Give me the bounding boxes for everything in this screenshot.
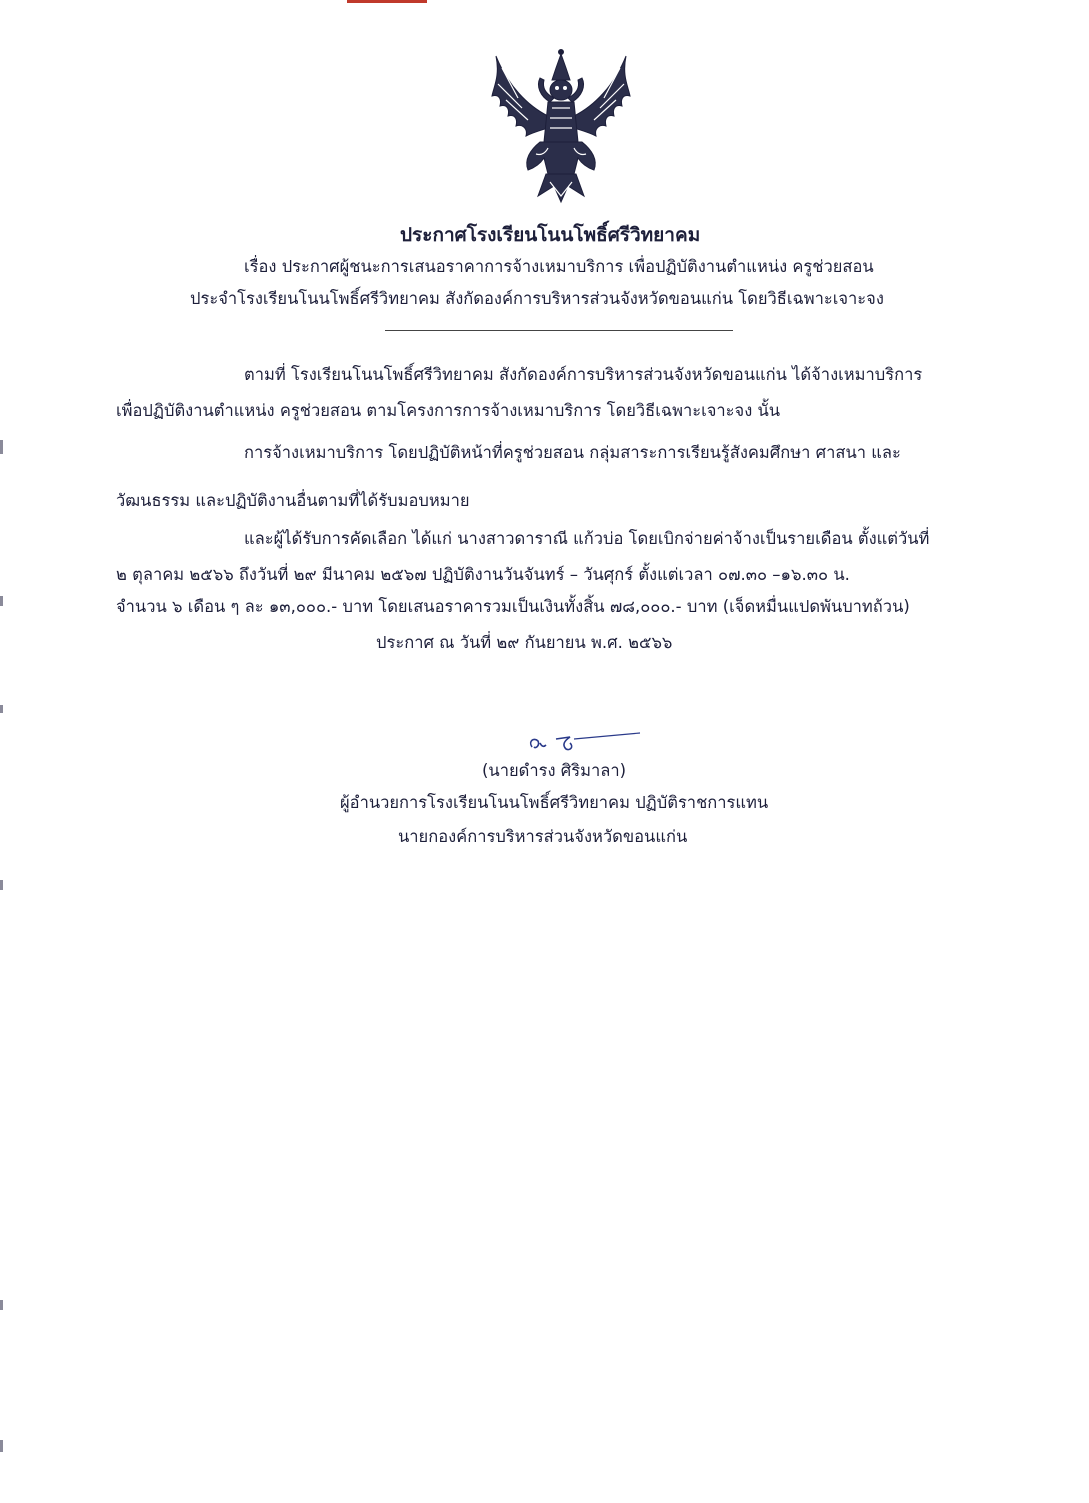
paragraph-1-line-2: เพื่อปฏิบัติงานตำแหน่ง ครูช่วยสอน ตามโครงการการจ้างเหมาบริการ โดยวิธีเฉพาะเจาะจง นั้น — [116, 401, 781, 420]
paragraph-2-line-1: การจ้างเหมาบริการ โดยปฏิบัติหน้าที่ครูช่วยสอน กลุ่มสาระการเรียนรู้สังคมศึกษา ศาสนา และ — [244, 443, 901, 462]
subject-line-2: ประจำโรงเรียนโนนโพธิ์ศรีวิทยาคม สังกัดองค์การบริหารส่วนจังหวัดขอนแก่น โดยวิธีเฉพาะเจาะจง — [190, 289, 884, 308]
announcement-title: ประกาศโรงเรียนโนนโพธิ์ศรีวิทยาคม — [400, 224, 701, 246]
paragraph-2-line-2: วัฒนธรรม และปฏิบัติงานอื่นตามที่ได้รับมอบหมาย — [116, 491, 470, 510]
left-edge-marks — [0, 0, 6, 1503]
paragraph-1-line-1: ตามที่ โรงเรียนโนนโพธิ์ศรีวิทยาคม สังกัดองค์การบริหารส่วนจังหวัดขอนแก่น ได้จ้างเหมาบริการ — [244, 365, 923, 384]
title-divider — [385, 330, 733, 331]
signatory-name: (นายดำรง ศิริมาลา) — [482, 761, 627, 780]
handwritten-signature — [524, 729, 644, 755]
paragraph-3-line-1: และผู้ได้รับการคัดเลือก ได้แก่ นางสาวดาราณี แก้วบ่อ โดยเบิกจ่ายค่าจ้างเป็นรายเดือน ตั้งแต่วันที่ — [244, 529, 930, 548]
paragraph-3-line-3: จำนวน ๖ เดือน ๆ ละ ๑๓,๐๐๐.- บาท โดยเสนอราคารวมเป็นเงินทั้งสิ้น ๗๘,๐๐๐.- บาท (เจ็ดหมื่นแปดพันบาทถ้วน) — [116, 597, 910, 616]
signatory-position-line-1: ผู้อำนวยการโรงเรียนโนนโพธิ์ศรีวิทยาคม ปฏิบัติราชการแทน — [340, 793, 769, 812]
top-edge-mark — [347, 0, 427, 3]
signatory-position-line-2: นายกองค์การบริหารส่วนจังหวัดขอนแก่น — [398, 827, 688, 846]
announcement-date: ประกาศ ณ วันที่ ๒๙ กันยายน พ.ศ. ๒๕๖๖ — [376, 633, 673, 652]
subject-line-1: เรื่อง ประกาศผู้ชนะการเสนอราคาการจ้างเหมาบริการ เพื่อปฏิบัติงานตำแหน่ง ครูช่วยสอน — [244, 257, 874, 276]
garuda-emblem-icon — [488, 46, 634, 204]
paragraph-3-line-2: ๒ ตุลาคม ๒๕๖๖ ถึงวันที่ ๒๙ มีนาคม ๒๕๖๗ ปฏิบัติงานวันจันทร์ – วันศุกร์ ตั้งแต่เวลา ๐๗.๓๐ –๑๖.๓๐ น. — [116, 565, 850, 584]
